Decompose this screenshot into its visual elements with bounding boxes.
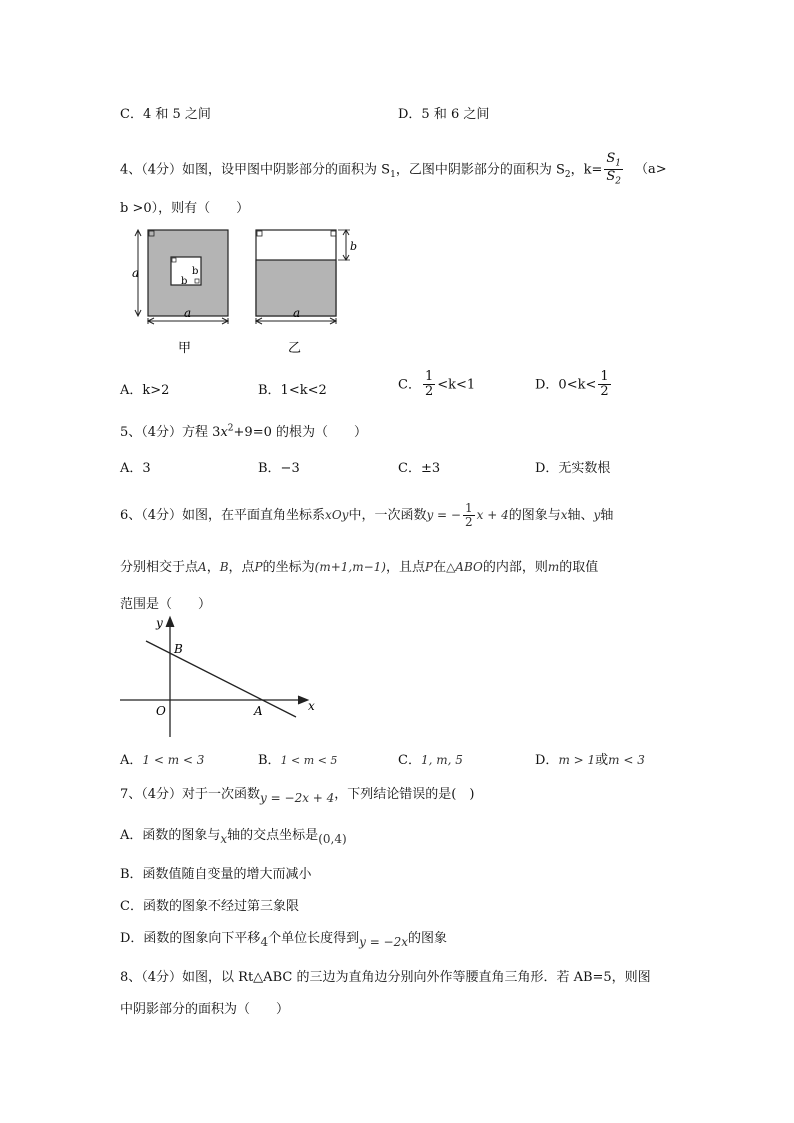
- jia-b-bottom: b: [181, 276, 188, 287]
- q4-option-b: B．1<k<2: [258, 383, 327, 398]
- q7-option-a: A．函数的图象与x轴的交点坐标是(0,4): [120, 828, 347, 846]
- q6-option-d: D．m > 1或m < 3: [535, 753, 645, 768]
- graph-label-b: B: [174, 642, 183, 656]
- function-line: [146, 641, 296, 717]
- q5-option-b: B．−3: [258, 461, 300, 476]
- q6-question-line3: 范围是（ ）: [120, 597, 212, 612]
- q6-graph: [118, 613, 324, 743]
- q5-question: 5、（4分）方程 $3x^2+9=0$ 的根为（ ）: [120, 423, 367, 440]
- q5-option-a: A．3: [120, 461, 151, 476]
- jia-a-bottom: a: [184, 306, 192, 320]
- graph-label-y: y: [156, 616, 163, 630]
- yi-b-right: b: [350, 240, 358, 253]
- q4-option-d: D．0<k< $\frac{1}{2}$: [535, 369, 609, 400]
- q6-option-b: B．1 < m < 5: [258, 753, 338, 768]
- jia-caption: 甲: [178, 341, 192, 356]
- yi-a-bottom: a: [293, 306, 301, 320]
- q4-option-a: A．k>2: [120, 383, 170, 398]
- q6-option-c: C．1, m, 5: [398, 753, 463, 768]
- q4-k-fraction: $\frac{S_1}{S_2}$: [606, 151, 622, 188]
- q5-option-c: C．±3: [398, 461, 441, 476]
- q7-option-b: B．函数值随自变量的增大而减小: [120, 867, 312, 882]
- q8-question-line1: 8、（4分）如图，以 Rt△ABC 的三边为直角边分别向外作等腰直角三角形．若 AB=5，则图: [120, 970, 651, 985]
- graph-label-o: O: [156, 704, 166, 718]
- q6-question-line2: 分别相交于点A，B，点P的坐标为(m+1,m−1)，且点P在△ABO的内部，则m的取值: [120, 560, 599, 575]
- q7-option-d: D．函数的图象向下平移4个单位长度得到y = −2x的图象: [120, 931, 448, 949]
- graph-label-a: A: [254, 704, 263, 718]
- q8-question-line2: 中阴影部分的面积为（ ）: [120, 1002, 290, 1017]
- q4-question-cont: b >0），则有（ ）: [120, 201, 250, 216]
- q4-question: 4、（4分）如图，设甲图中阴影部分的面积为 $S_1$，乙图中阴影部分的面积为 $S_2$，k= $\frac{S_1}{S_2}$ （a>: [120, 151, 667, 188]
- yi-caption: 乙: [288, 341, 302, 356]
- q6-question-line1: 6、（4分）如图，在平面直角坐标系xOy中，一次函数y = − $\frac{1}{2}$ x + 4的图象与x轴、y轴: [120, 501, 614, 530]
- graph-label-x: x: [308, 699, 315, 713]
- q5-option-d: D．无实数根: [535, 461, 611, 476]
- q6-option-a: A．1 < m < 3: [120, 753, 205, 768]
- q4-figures: [128, 224, 364, 358]
- q3-option-d: D．5 和 6 之间: [398, 107, 490, 122]
- figure-yi: [256, 230, 350, 324]
- q7-option-c: C．函数的图象不经过第三象限: [120, 899, 299, 914]
- q3-option-c: C．4 和 5 之间: [120, 107, 211, 122]
- q7-question: 7、（4分）对于一次函数y = −2x + 4，下列结论错误的是( ): [120, 787, 475, 805]
- jia-a-left: a: [132, 266, 140, 280]
- q4-option-c: C． $\frac{1}{2}$ <k<1: [398, 369, 476, 400]
- jia-b-right: b: [192, 266, 199, 277]
